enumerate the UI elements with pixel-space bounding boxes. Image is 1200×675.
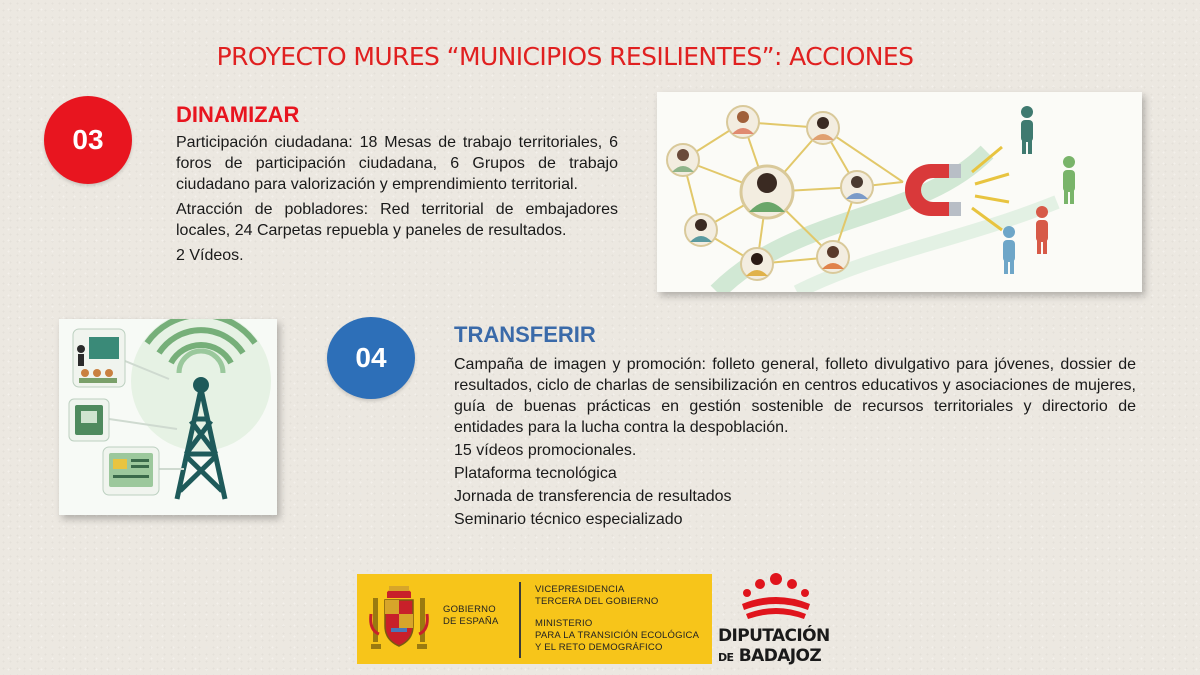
gobierno-espana-logo bbox=[357, 574, 712, 664]
ministerio-label: MINISTERIO PARA LA TRANSICIÓN ECOLÓGICA Y EL RETO DEMOGRÁFICO bbox=[535, 618, 700, 653]
network-graphic bbox=[657, 92, 1142, 292]
section-number-badge-03: 03 bbox=[44, 96, 132, 184]
radio-tower-illustration bbox=[59, 319, 277, 515]
paragraph-videos: 2 Vídeos. bbox=[176, 247, 244, 264]
paragraph-atraccion: Atracción de pobladores: Red territorial de embajadores locales, 24 Carpetas repuebla y paneles de resultados. bbox=[176, 201, 618, 239]
diputacion-mark-icon bbox=[738, 572, 814, 626]
list-item-plataforma: Plataforma tecnológica bbox=[454, 465, 617, 482]
section-heading-dinamizar: DINAMIZAR bbox=[176, 102, 300, 127]
tablet-icon bbox=[103, 447, 159, 495]
section-number-badge-04: 04 bbox=[327, 317, 415, 399]
coat-of-arms-icon bbox=[369, 584, 429, 656]
paragraph-participacion: Participación ciudadana: 18 Mesas de trabajo territoriales, 6 foros de participación ciudadana, 6 Grupos de trabajo ciudadano para valorización y emprendimiento territorial. bbox=[176, 134, 618, 193]
paragraph-campana: Campaña de imagen y promoción: folleto general, folleto divulgativo para jóvenes, dossier de resultados, ciclo de charlas de sensibilización en centros educativos y asociaciones de mujeres, guía de buenas prácticas en gestión sostenible de recursos territoriales y directorio de entidades para la lucha contra la despoblación. bbox=[454, 356, 1136, 436]
section-heading-transferir: TRANSFERIR bbox=[454, 322, 596, 347]
book-icon bbox=[69, 399, 109, 441]
diputacion-line2: DE BADAJOZ bbox=[718, 646, 822, 666]
section-text-dinamizar bbox=[176, 132, 618, 269]
section-text-transferir bbox=[454, 354, 1136, 532]
slide-title: PROYECTO MURES “MUNICIPIOS RESILIENTES”: ACCIONES bbox=[216, 42, 914, 71]
list-item-jornada: Jornada de transferencia de resultados bbox=[454, 488, 732, 505]
diputacion-line1: DIPUTACIÓN bbox=[718, 626, 830, 646]
list-item-videos: 15 vídeos promocionales. bbox=[454, 442, 637, 459]
list-item-seminario: Seminario técnico especializado bbox=[454, 511, 683, 528]
presentation-icon bbox=[73, 329, 125, 387]
community-network-illustration bbox=[657, 92, 1142, 292]
diputacion-badajoz-logo bbox=[716, 572, 836, 668]
gobierno-name: GOBIERNO DE ESPAÑA bbox=[443, 604, 499, 627]
logo-divider bbox=[519, 582, 521, 658]
vicepresidencia-label: VICEPRESIDENCIA TERCERA DEL GOBIERNO bbox=[535, 584, 659, 607]
